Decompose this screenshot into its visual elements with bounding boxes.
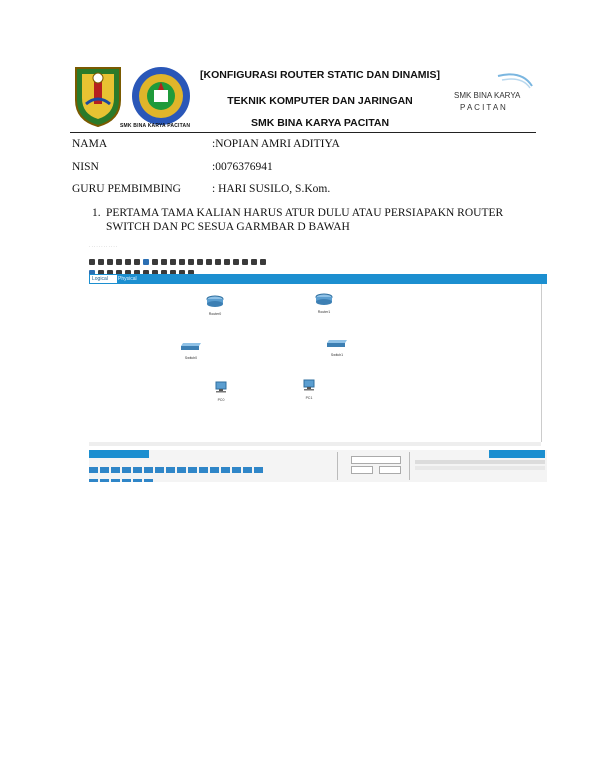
document-title: [KONFIGURASI ROUTER STATIC DAN DINAMIS] — [200, 69, 440, 81]
pc-device — [301, 378, 317, 400]
wordmark-line2: P A C I T A N — [460, 103, 506, 112]
school-logo-caption: SMK BINA KARYA PACITAN — [120, 123, 191, 129]
step-number: 1. — [92, 207, 101, 219]
device-palette-panel — [89, 450, 547, 482]
device-label: Switch0 — [184, 356, 198, 360]
switch-device — [180, 338, 202, 360]
app-toolbar-drawing — [89, 263, 547, 272]
header-divider — [70, 132, 536, 133]
nisn-value: :0076376941 — [212, 161, 273, 173]
tab-logical: Logical — [90, 275, 117, 283]
name-label: NAMA — [72, 138, 108, 150]
router-device — [205, 294, 225, 316]
switch-device — [326, 335, 348, 357]
advisor-label: GURU PEMBIMBING — [72, 183, 181, 195]
device-label: PC0 — [217, 398, 225, 402]
step-text: PERTAMA TAMA KALIAN HARUS ATUR DULU ATAU PERSIAPAKN ROUTER SWITCH DAN PC SESUA GARMBAR D BAWAH — [106, 207, 504, 233]
wordmark-line1: SMK BINA KARYA — [454, 91, 521, 100]
smk-bina-karya-wordmark-logo — [452, 70, 538, 118]
device-label: Router1 — [317, 310, 331, 314]
packet-tracer-screenshot — [89, 244, 547, 482]
tab-physical: Physical — [118, 276, 137, 282]
nisn-label: NISN — [72, 161, 99, 173]
topology-canvas — [89, 284, 542, 442]
east-java-crest-logo — [72, 64, 124, 128]
advisor-value: : HARI SUSILO, S.Kom. — [212, 183, 331, 195]
app-toolbar-main — [89, 252, 547, 261]
step-item — [92, 206, 532, 234]
device-label: Switch1 — [330, 353, 344, 357]
canvas-horizontal-scrollbar — [89, 442, 541, 446]
name-value: :NOPIAN AMRI ADITIYA — [212, 138, 340, 150]
device-label: PC1 — [305, 396, 313, 400]
device-label: Router0 — [208, 312, 222, 316]
school-emblem-logo — [130, 64, 192, 128]
router-device — [314, 292, 334, 314]
pc-device — [213, 380, 229, 402]
department-name: TEKNIK KOMPUTER DAN JARINGAN — [227, 95, 413, 107]
app-menubar: · · · · · · · · · · · · — [89, 244, 118, 249]
school-name: SMK BINA KARYA PACITAN — [250, 117, 390, 129]
device-subtype-tiles — [89, 472, 155, 482]
realtime-bar — [89, 450, 149, 458]
